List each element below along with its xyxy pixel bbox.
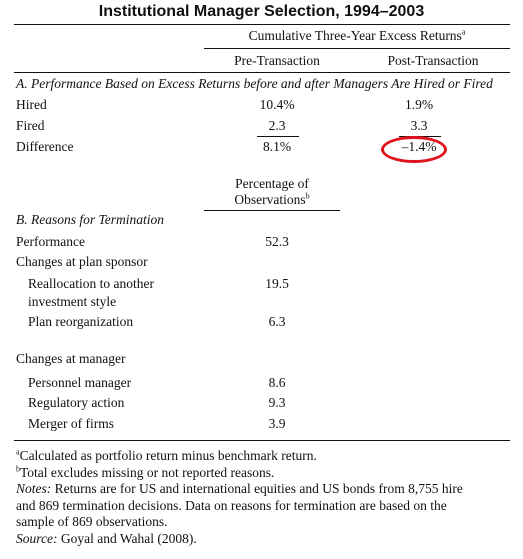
source-label: Source: — [16, 530, 58, 546]
notes-label: Notes: — [16, 481, 52, 496]
footnote-a-marker: a — [16, 447, 20, 457]
row-label: Performance — [16, 234, 85, 249]
cell-pre: 2.3 — [268, 118, 286, 133]
cell-pre: 10.4% — [259, 97, 295, 112]
column-group-label: Cumulative Three-Year Excess Returns — [248, 28, 462, 43]
notes-line-2: and 869 termination decisions. Data on reasons for termination are based on the — [16, 497, 447, 513]
footnote-b-marker: b — [16, 464, 20, 473]
row-label: Regulatory action — [28, 395, 125, 410]
notes-line-3: sample of 869 observations. — [16, 514, 168, 529]
cell-post: 1.9% — [404, 97, 434, 112]
row-label: Plan reorganization — [28, 314, 134, 329]
column-group-header — [204, 28, 510, 44]
section-b-header-rule — [204, 210, 340, 211]
footnotes — [16, 448, 510, 547]
cell-value: 52.3 — [265, 234, 289, 249]
section-a-title: A. Performance Based on Excess Returns before and after Managers Are Hired or Fired — [16, 76, 493, 91]
row-label: Merger of firms — [28, 416, 114, 431]
row-label: Changes at plan sponsor — [16, 254, 148, 269]
row-label-continued: investment style — [28, 294, 117, 309]
footnote-b-marker: b — [305, 191, 310, 201]
title-rule — [14, 24, 510, 25]
section-b-title: B. Reasons for Termination — [16, 212, 165, 227]
source-line: Source: Goyal and Wahal (2008). — [16, 530, 197, 546]
col-header-line1: Percentage of — [235, 176, 309, 191]
row-label: Reallocation to another — [28, 276, 154, 291]
cell-post-highlighted: –1.4% — [401, 139, 437, 154]
section-b-col-header — [204, 176, 340, 208]
footnote-a: $^a$Calculated as portfolio return minus benchmark return. — [16, 447, 317, 463]
column-header-pre: Pre-Transaction — [234, 53, 320, 68]
footnote-a-marker: a — [461, 27, 466, 37]
footnote-b: $^b$Total excludes missing or not reported reasons. — [16, 464, 275, 480]
cell-value: 19.5 — [265, 276, 289, 291]
table-title: Institutional Manager Selection, 1994–2003 — [98, 3, 425, 20]
cell-value: 9.3 — [268, 395, 286, 410]
row-label: Hired — [16, 97, 47, 112]
cell-value: 6.3 — [268, 314, 286, 329]
row-label: Fired — [16, 118, 45, 133]
bottom-rule — [14, 440, 510, 441]
cell-pre: 8.1% — [262, 139, 292, 154]
cell-value: 8.6 — [268, 375, 286, 390]
cell-value: 3.9 — [268, 416, 286, 431]
subtotal-rule-pre — [257, 136, 299, 137]
column-header-post: Post-Transaction — [387, 53, 479, 68]
row-label: Personnel manager — [28, 375, 132, 390]
cell-post: 3.3 — [410, 118, 428, 133]
notes-line-1: Notes: Returns are for US and international equities and US bonds from 8,755 hire — [16, 481, 463, 496]
row-label: Changes at manager — [16, 351, 126, 366]
col-header-line2: Observations$^b$ — [234, 191, 310, 207]
header-rule — [14, 72, 510, 73]
row-label: Difference — [16, 139, 74, 154]
group-header-rule — [204, 48, 510, 49]
highlight-circle — [381, 136, 447, 163]
